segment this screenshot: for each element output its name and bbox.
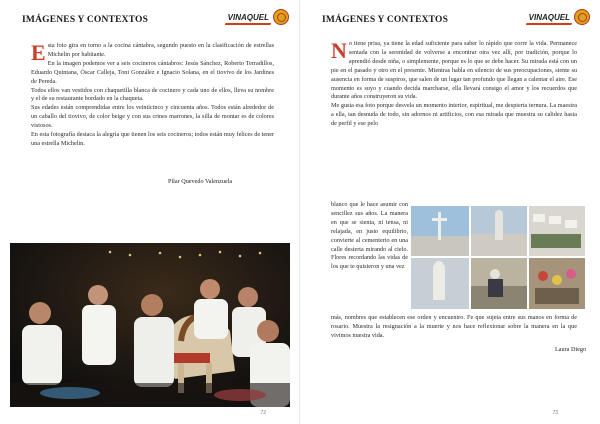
- paragraph: Sus edades están comprendidas entre los veinticinco y cincuenta años. Todos están alrededor de un caballo del tiovivo, de color beige y con sus crines marrones, la silla de montar es de colores vistosos.: [31, 104, 274, 130]
- author-signature: Laura Diego: [555, 346, 587, 353]
- article-text: [31, 42, 274, 149]
- article-text: más, nombres que establecen ese orden y encuentro. Fe que sujeta entre sus manos en forma de rosario. Muestra la resignación a la muerte y nos hace reflexionar sobre la manera en la que vivimos nuestra vida.: [331, 314, 577, 339]
- paragraph: En esta fotografía destaca la alegría que tienen los seis cocineros; todos están muy felices de tener una estrella Michelin.: [31, 131, 274, 147]
- cemetery-collage-image: [411, 206, 585, 309]
- paragraph: Todos ellos van vestidos con chaquetilla blanca de cocinero y cada uno de ellos, lleva su nombre y el de su restaurante bordado en la chaqueta.: [31, 86, 274, 103]
- vinaquel-logo: VINAQUEL: [528, 13, 570, 22]
- chefs-photo: [10, 243, 290, 407]
- badge-icon: [273, 9, 289, 25]
- section-title: IMÁGENES Y CONTEXTOS: [322, 15, 449, 25]
- right-page: [300, 0, 600, 424]
- author-signature: Pilar Quevedo Valenzuela: [168, 178, 233, 185]
- article-text: [331, 40, 577, 129]
- page-number: 73: [552, 410, 558, 416]
- paragraph: No tiene prisa, ya tiene la edad suficiente para saber lo rápido que corre la vida. Permanece sentada con la serenidad de volverse a encontrar otra vez allí, por tradición, porque lo aprendió desde niña, o simplemente, porque es lo que se debe hacer. Su mirada está con un pie en el pasado y otro en el presente. Mientras habla en silencio de sus preocupaciones, siente su ausencia en forma de suspiros, que salen de un lugar tan profundo que llegan a calentar el aire. Ese momento es suyo y cuando decida marcharse, ella llevará consigo el amor y los recuerdos que durante años construyeron su vida.: [331, 38, 577, 101]
- paragraph: Esta foto gira en torno a la cocina cántabra, segundo puesto en la clasificación de estrellas Michelin por habitante.: [31, 40, 274, 65]
- paragraph: Me gusta esa foto porque desvela un momento interior, espiritual, me despierta ternura. La maestra a ella, tan desnuda de todo, sin adornos ni artificios, con esa mirada que muestra su calidez hasta de perfil y ese pelo: [331, 102, 577, 128]
- page-header: [322, 9, 590, 31]
- page-number: 72: [260, 410, 266, 416]
- section-title: IMÁGENES Y CONTEXTOS: [22, 15, 149, 25]
- article-text-column: blanco que le hace asumir con sencillez sus años. La manera en que se sienta, ni tensa, ni relajada, en justo equilibrio, convierte al cementerio en una calle desierta mirando al cielo. Flores recordando las vidas de los que te quisieron y una vez: [331, 201, 408, 271]
- cemetery-photo-collage: [411, 206, 585, 309]
- vinaquel-logo: VINAQUEL: [227, 13, 269, 22]
- drop-cap: E: [31, 40, 46, 65]
- paragraph: En la imagen podemos ver a seis cocineros cántabros: Jesús Sánchez, Roberto Terradillos, Eduardo Quintana, Óscar Calleja, Toni González e Ignacio Solana, en el tiovivo de los Jardines de Pereda.: [31, 59, 274, 85]
- badge-icon: [574, 9, 590, 25]
- drop-cap: N: [331, 38, 347, 63]
- chefs-photo-image: [10, 243, 290, 407]
- page-header: [22, 9, 289, 31]
